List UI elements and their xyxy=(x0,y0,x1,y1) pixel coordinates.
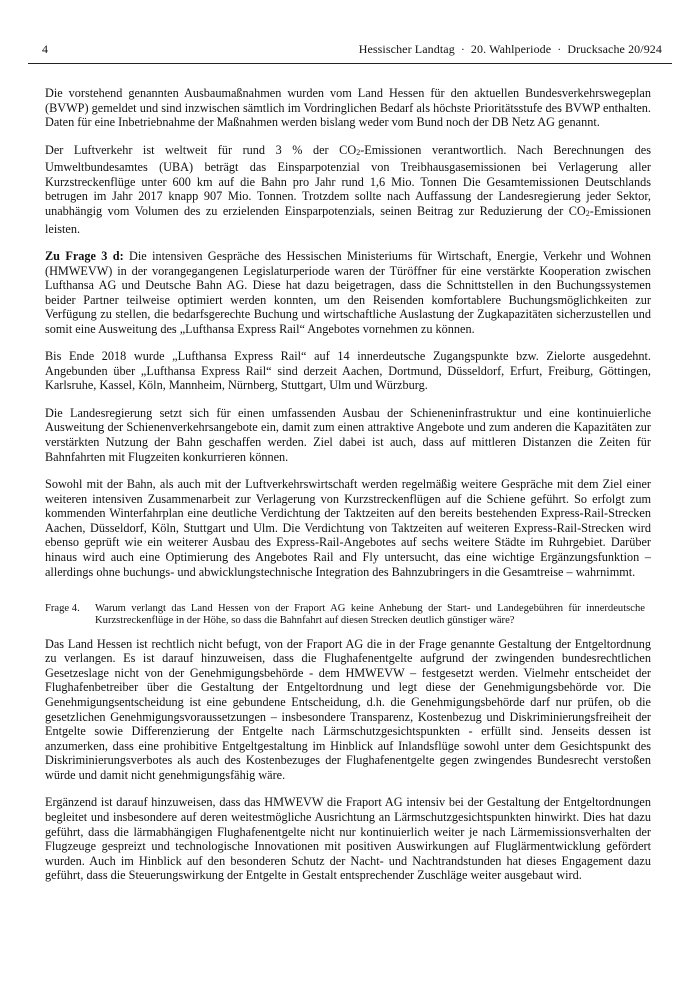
paragraph-frage-3d: Zu Frage 3 d: Die intensiven Gespräche des Hessischen Ministeriums für Wirtschaft, Energie, Verkehr und Wohnen (HMWEVW) in der vorangegangenen Legislaturperiode waren der Türöffner für eine verstärkte Kooperation zwischen Lufthansa AG und Deutsche Bahn AG. Diese hat dazu beigetragen, dass die Schnittstellen in den Buchungssystemen beider Partner teilweise optimiert werden konnten, um den Reisenden komfortablere Buchungsmöglichkeiten zur Verfügung zu stellen, die bedarfsgerechte Buchung und wirtschaftliche Auslastung der Zugkapazitäten sicherzustellen und somit eine Ausweitung des „Lufthansa Express Rail“ Angebotes vornehmen zu können. xyxy=(45,248,651,336)
paragraph-bvwp: Die vorstehend genannten Ausbaumaßnahmen wurden vom Land Hessen für den aktuellen Bundesverkehrswegeplan (BVWP) gemeldet und sind inzwischen sämtlich im Vordringlichen Bedarf als höchste Prioritätsstufe des BVWP enthalten. Daten für eine Inbetriebnahme der Maßnahmen werden bislang weder vom Bund noch der DB Netz AG genannt. xyxy=(45,86,651,130)
header-meta xyxy=(359,42,662,57)
document-body xyxy=(45,86,651,896)
question-text: Warum verlangt das Land Hessen von der Fraport AG keine Anhebung der Start- und Landegebühren für innerdeutsche Kurzstreckenflüge in der Höhe, so dass die Bahnfahrt auf diesen Strecken deutlich günstiger wäre? xyxy=(95,603,645,627)
header-document: Drucksache 20/924 xyxy=(567,42,662,56)
separator-dot: · xyxy=(460,42,465,56)
header-period: 20. Wahlperiode xyxy=(470,42,552,56)
paragraph-answer4-noise: Ergänzend ist darauf hinzuweisen, dass das HMWEVW die Fraport AG intensiv bei der Gestaltung der Entgeltordnungen begleitet und insbesondere auf deren weitestmögliche Ausrichtung an Lärmschutzgesichtspunkten hinwirkt. Dies hat dazu geführt, dass die lärmabhängigen Flughafenentgelte nicht nur kontinuierlich weiter je nach Lärmemissionsverhalten der Flugzeuge gespreizt und technologische Innovationen mit positiven Auswirkungen auf Fluglärmentwicklung gefördert wurden. Auch im Hinblick auf den besonderen Schutz der Nacht- und Nachtrandstunden hat dieses Engagement dazu geführt, dass die Steuerungswirkung der Entgelte in Gestalt entsprechender Zuschläge weiter ausgebaut wird. xyxy=(45,795,651,883)
header-publisher: Hessischer Landtag xyxy=(358,42,455,56)
paragraph-answer4-legal: Das Land Hessen ist rechtlich nicht befugt, von der Fraport AG die in der Frage genannte Gestaltung der Entgeltordnung zu verlangen. Es ist darauf hinzuweisen, dass die Flughafenentgelte aufgrund der zwingenden bundesrechtlichen Gesetzeslage nicht von der Genehmigungsbehörde - dem HMWEVW – festgesetzt werden. Vielmehr entscheidet der Flughafenbetreiber über die Gestaltung der Entgeltordnung und legt diese der Genehmigungsbehörde vor. Die Genehmigungsentscheidung ist eine gebundene Entscheidung, d.h. die Genehmigungsbehörde darf nur prüfen, ob die gesetzlichen Genehmigungsvoraussetzungen – insbesondere Transparenz, Kostenbezug und Diskriminierungsfreiheit der Entgelte sowie Differenzierung der Entgelte nach Lärmschutzgesichtspunkten - erfüllt sind. Jenseits dessen ist anzumerken, dass eine prohibitive Entgeltgestaltung im Hinblick auf Inlandsflüge sowohl unter dem Gesichtspunkt des Diskriminierungsverbotes als auch des Kostenbezuges der Flughafenentgelte gegen zwingendes Bundesrecht verstoßen würde und damit nicht genehmigungsfähig wäre. xyxy=(45,636,651,782)
page-header xyxy=(28,41,672,64)
question-4 xyxy=(45,603,651,627)
answer-label: Zu Frage 3 d: xyxy=(45,248,124,263)
paragraph-schiene: Die Landesregierung setzt sich für einen umfassenden Ausbau der Schieneninfrastruktur und eine kontinuierliche Ausweitung der Schienenverkehrsangebote ein, damit zum einen attraktive Angebote und zum anderen die Kapazitäten zur verstärkten Nutzung der Bahn geschaffen werden. Ziel dabei ist auch, dass auf mittleren Distanzen die Zeiten für Bahnfahrten mit Flugzeiten konkurrieren können. xyxy=(45,405,651,464)
paragraph-co2: Der Luftverkehr ist weltweit für rund 3 % der $CO_2$-Emissionen verantwortlich. Nach Berechnungen des Umweltbundesamtes (UBA) beträgt das Einsparpotenzial von Treibhausgasemissionen bei Verlagerung aller Kurzstreckenflüge unter 600 km auf die Bahn pro Jahr rund 1,6 Mio. Tonnen Die Gesamtemissionen Deutschlands betrugen im Jahr 2017 knapp 907 Mio. Tonnen. Trotzdem sollte nach Auffassung der Landesregierung jeder Sektor, unabhängig vom Volumen des zu erzielenden Einsparpotenzials, seinen Beitrag zur Reduzierung der $CO_2$-Emissionen leisten. xyxy=(45,142,651,236)
paragraph-express-rail: Bis Ende 2018 wurde „Lufthansa Express Rail“ auf 14 innerdeutsche Zugangspunkte bzw. Zielorte ausgedehnt. Angebunden über „Lufthansa Express Rail“ sind derzeit Aachen, Dortmund, Düsseldorf, Erfurt, Freiburg, Göttingen, Karlsruhe, Kassel, Köln, Mannheim, Nürnberg, Stuttgart, Ulm und Würzburg. xyxy=(45,349,651,393)
page-number: 4 xyxy=(42,42,48,56)
question-label: Frage 4. xyxy=(45,603,80,615)
separator-dot: · xyxy=(557,42,562,56)
paragraph-gespraeche: Sowohl mit der Bahn, als auch mit der Luftverkehrswirtschaft werden regelmäßig weitere Gespräche mit dem Ziel einer weiteren intensiven Zusammenarbeit zur Verlagerung von Kurzstreckenflügen auf die Schiene geführt. So erfolgt zum kommenden Winterfahrplan eine deutliche Verdichtung der Taktzeiten auf den bereits bestehenden Express-Rail-Strecken Aachen, Düsseldorf, Köln, Stuttgart und Ulm. Die Verdichtung von Taktzeiten auf weiteren Express-Rail-Strecken wird ebenso geprüft wie ein weiterer Ausbau des Express-Rail-Angebotes auf sechs weitere Städte im Ruhrgebiet. Darüber hinaus wird auch eine Optimierung des Angebotes Rail and Fly untersucht, das eine wichtige Ergänzungsfunktion – allerdings ohne buchungs- und abwicklungstechnische Integration des Bahnzubringers in die Gesamtreise – wahrnimmt. xyxy=(45,477,651,579)
